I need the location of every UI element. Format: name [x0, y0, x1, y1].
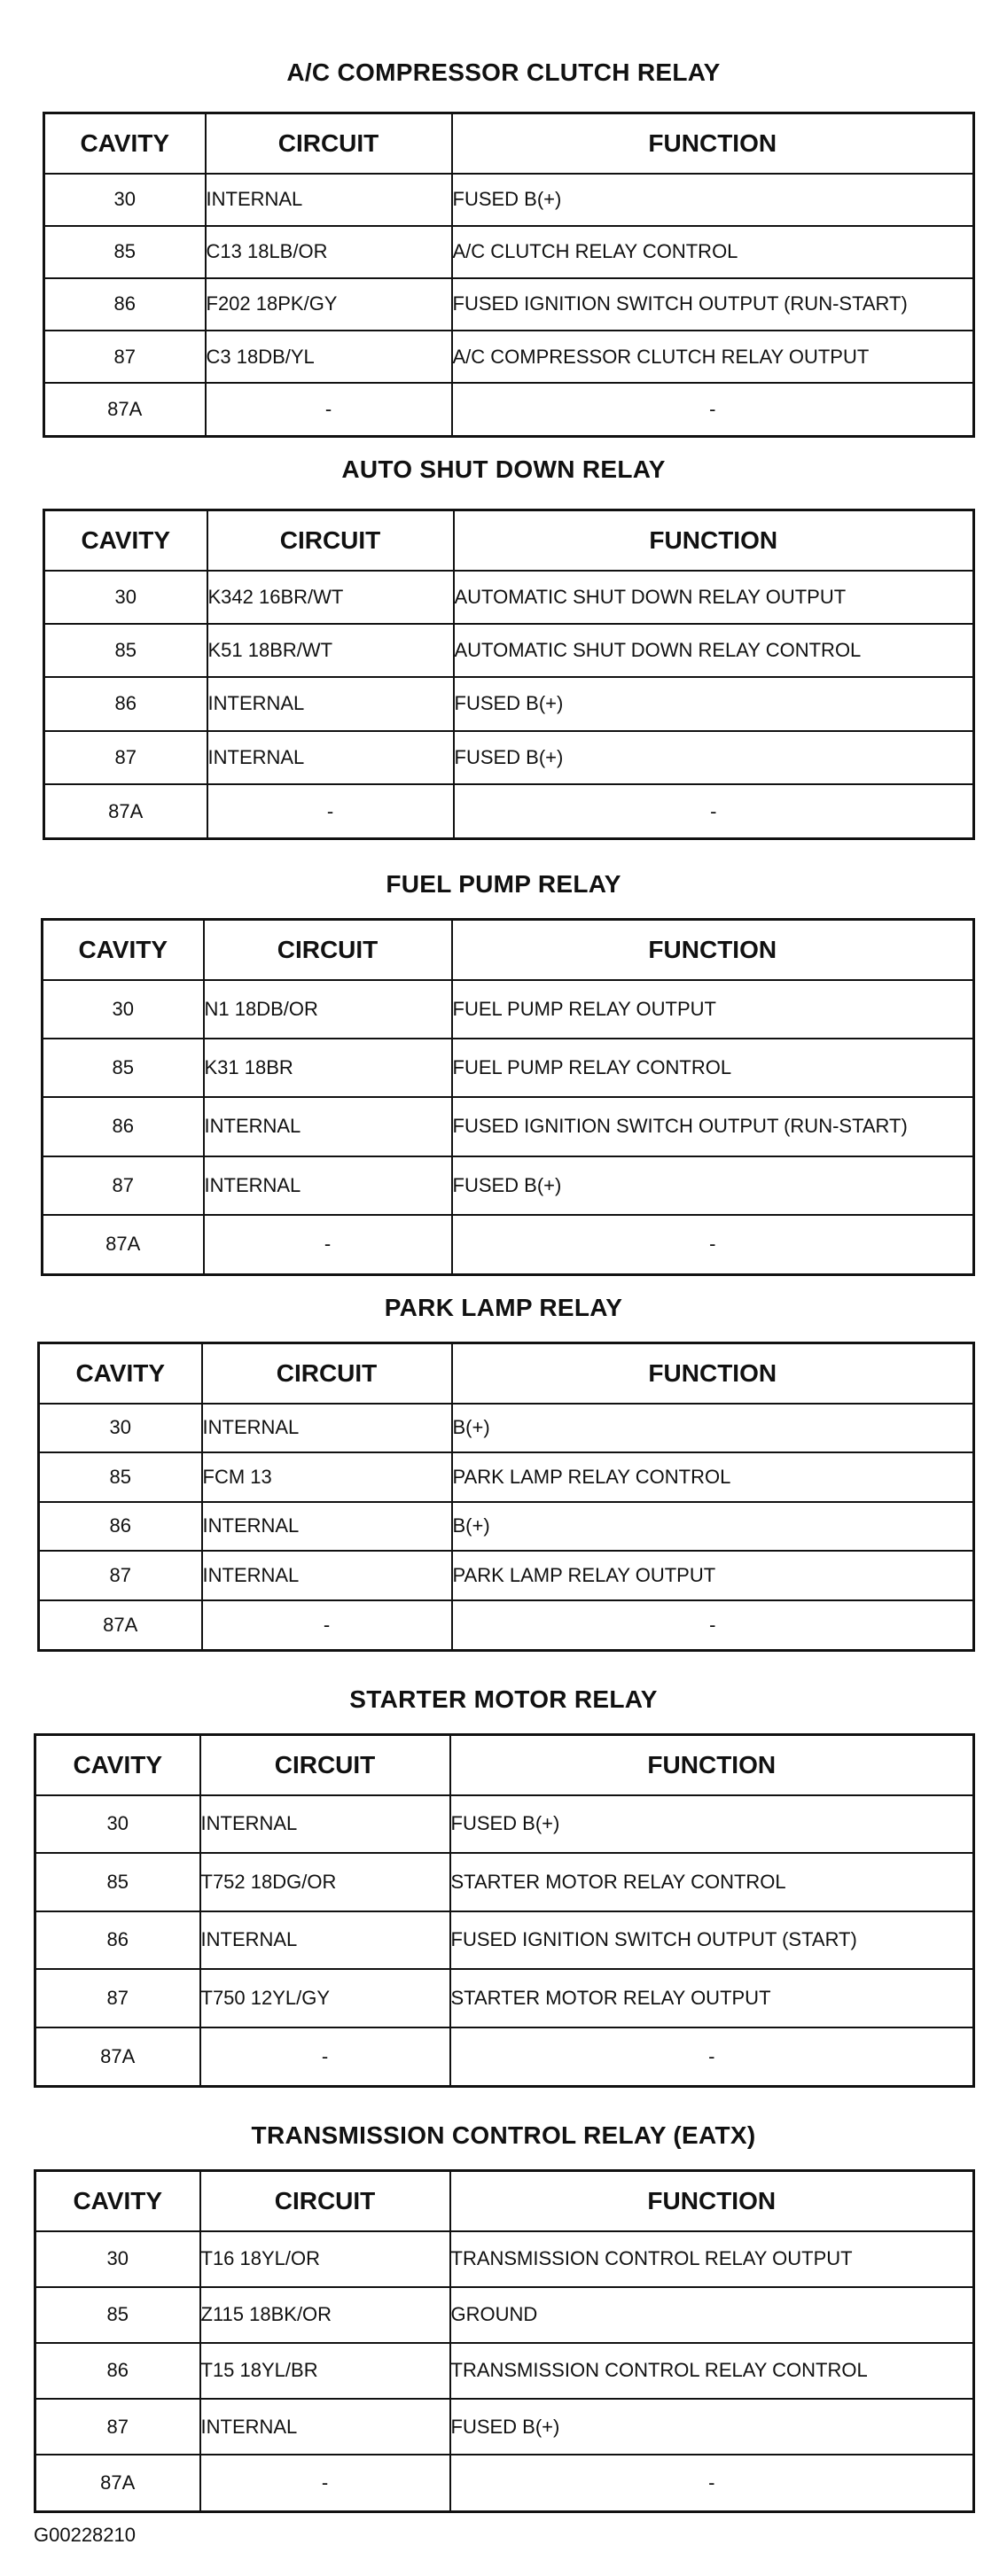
cavity-cell: 86 [44, 677, 207, 730]
table-row [43, 1156, 974, 1215]
cavity-cell: 86 [44, 278, 206, 331]
cavity-cell: 87A [35, 2027, 200, 2087]
function-cell: A/C CLUTCH RELAY CONTROL [452, 226, 974, 278]
cavity-cell: 30 [35, 2231, 200, 2287]
circuit-header: CIRCUIT [200, 2171, 450, 2231]
section-title: TRANSMISSION CONTROL RELAY (EATX) [251, 2121, 756, 2149]
function-cell: - [452, 1600, 974, 1651]
cavity-cell: 87 [43, 1156, 204, 1215]
table-row [44, 571, 974, 624]
function-header: FUNCTION [452, 113, 974, 174]
cavity-cell: 30 [39, 1404, 202, 1453]
function-cell: PARK LAMP RELAY CONTROL [452, 1452, 974, 1502]
function-cell: - [450, 2455, 974, 2511]
section-title: PARK LAMP RELAY [384, 1294, 623, 1321]
table-row [44, 784, 974, 839]
function-cell: A/C COMPRESSOR CLUTCH RELAY OUTPUT [452, 331, 974, 383]
circuit-cell: INTERNAL [207, 677, 454, 730]
function-cell: FUEL PUMP RELAY OUTPUT [452, 980, 974, 1039]
circuit-cell: - [200, 2027, 450, 2087]
table-row [35, 1911, 974, 1970]
cavity-cell: 30 [44, 174, 206, 226]
function-cell: FUSED B(+) [454, 677, 974, 730]
circuit-cell: K342 16BR/WT [207, 571, 454, 624]
section-title: FUEL PUMP RELAY [386, 870, 621, 898]
cavity-cell: 87A [39, 1600, 202, 1651]
table-row [44, 383, 974, 436]
cavity-cell: 87 [44, 731, 207, 784]
cavity-header: CAVITY [43, 920, 204, 980]
cavity-cell: 30 [35, 1795, 200, 1854]
circuit-header: CIRCUIT [207, 510, 454, 571]
function-cell: TRANSMISSION CONTROL RELAY OUTPUT [450, 2231, 974, 2287]
cavity-cell: 86 [39, 1502, 202, 1552]
circuit-header: CIRCUIT [206, 113, 452, 174]
circuit-cell: F202 18PK/GY [206, 278, 452, 331]
table-row [44, 331, 974, 383]
function-header: FUNCTION [452, 920, 974, 980]
relay-table [34, 2169, 975, 2513]
function-header: FUNCTION [454, 510, 974, 571]
table-row [39, 1551, 974, 1600]
cavity-cell: 87 [44, 331, 206, 383]
circuit-cell: - [200, 2455, 450, 2511]
function-cell: TRANSMISSION CONTROL RELAY CONTROL [450, 2343, 974, 2399]
section-title: AUTO SHUT DOWN RELAY [341, 455, 666, 483]
circuit-cell: INTERNAL [204, 1097, 452, 1156]
cavity-cell: 85 [44, 624, 207, 677]
circuit-header: CIRCUIT [202, 1343, 452, 1404]
cavity-header: CAVITY [35, 2171, 200, 2231]
circuit-cell: - [207, 784, 454, 839]
circuit-cell: N1 18DB/OR [204, 980, 452, 1039]
function-header: FUNCTION [450, 1735, 974, 1795]
relay-table [43, 112, 975, 438]
function-cell: - [452, 1215, 974, 1275]
cavity-cell: 87A [35, 2455, 200, 2511]
section-title: STARTER MOTOR RELAY [349, 1685, 658, 1713]
section-title: A/C COMPRESSOR CLUTCH RELAY [286, 58, 721, 86]
circuit-cell: INTERNAL [207, 731, 454, 784]
table-row [35, 1853, 974, 1911]
relay-table [37, 1342, 975, 1652]
table-row [35, 1795, 974, 1854]
cavity-header: CAVITY [35, 1735, 200, 1795]
table-header-row [39, 1343, 974, 1404]
circuit-header: CIRCUIT [200, 1735, 450, 1795]
relay-table [34, 1733, 975, 2088]
function-cell: - [452, 383, 974, 436]
function-cell: FUSED B(+) [452, 174, 974, 226]
circuit-cell: INTERNAL [202, 1404, 452, 1453]
circuit-cell: INTERNAL [200, 2399, 450, 2455]
cavity-cell: 87 [39, 1551, 202, 1600]
circuit-cell: T752 18DG/OR [200, 1853, 450, 1911]
table-row [35, 2343, 974, 2399]
cavity-header: CAVITY [44, 113, 206, 174]
table-row [43, 1039, 974, 1097]
table-row [39, 1404, 974, 1453]
cavity-cell: 86 [35, 1911, 200, 1970]
cavity-cell: 30 [44, 571, 207, 624]
function-header: FUNCTION [450, 2171, 974, 2231]
circuit-cell: FCM 13 [202, 1452, 452, 1502]
function-cell: PARK LAMP RELAY OUTPUT [452, 1551, 974, 1600]
table-header-row [44, 113, 974, 174]
figure-id: G00228210 [34, 2524, 136, 2546]
cavity-cell: 85 [39, 1452, 202, 1502]
table-row [44, 226, 974, 278]
circuit-cell: T15 18YL/BR [200, 2343, 450, 2399]
function-header: FUNCTION [452, 1343, 974, 1404]
table-row [39, 1452, 974, 1502]
function-cell: AUTOMATIC SHUT DOWN RELAY OUTPUT [454, 571, 974, 624]
circuit-cell: Z115 18BK/OR [200, 2287, 450, 2343]
circuit-cell: - [204, 1215, 452, 1275]
circuit-cell: K51 18BR/WT [207, 624, 454, 677]
circuit-cell: INTERNAL [204, 1156, 452, 1215]
table-header-row [35, 1735, 974, 1795]
function-cell: - [450, 2027, 974, 2087]
circuit-cell: C3 18DB/YL [206, 331, 452, 383]
cavity-cell: 86 [43, 1097, 204, 1156]
table-row [35, 2455, 974, 2511]
cavity-cell: 85 [43, 1039, 204, 1097]
circuit-cell: INTERNAL [200, 1911, 450, 1970]
cavity-cell: 85 [35, 1853, 200, 1911]
table-row [43, 980, 974, 1039]
function-cell: B(+) [452, 1404, 974, 1453]
cavity-cell: 86 [35, 2343, 200, 2399]
table-row [39, 1502, 974, 1552]
cavity-cell: 30 [43, 980, 204, 1039]
circuit-cell: C13 18LB/OR [206, 226, 452, 278]
function-cell: FUSED IGNITION SWITCH OUTPUT (RUN-START) [452, 1097, 974, 1156]
function-cell: FUSED B(+) [454, 731, 974, 784]
function-cell: - [454, 784, 974, 839]
cavity-header: CAVITY [44, 510, 207, 571]
table-row [43, 1215, 974, 1275]
function-cell: STARTER MOTOR RELAY CONTROL [450, 1853, 974, 1911]
circuit-cell: INTERNAL [200, 1795, 450, 1854]
circuit-cell: T16 18YL/OR [200, 2231, 450, 2287]
table-header-row [44, 510, 974, 571]
function-cell: STARTER MOTOR RELAY OUTPUT [450, 1969, 974, 2027]
cavity-cell: 87 [35, 1969, 200, 2027]
table-row [44, 624, 974, 677]
relay-table [41, 918, 975, 1276]
relay-table [43, 509, 975, 840]
circuit-cell: T750 12YL/GY [200, 1969, 450, 2027]
cavity-cell: 87A [44, 383, 206, 436]
function-cell: FUSED B(+) [452, 1156, 974, 1215]
table-row [44, 731, 974, 784]
table-row [44, 677, 974, 730]
table-header-row [35, 2171, 974, 2231]
table-row [35, 1969, 974, 2027]
circuit-cell: - [202, 1600, 452, 1651]
function-cell: AUTOMATIC SHUT DOWN RELAY CONTROL [454, 624, 974, 677]
table-row [35, 2287, 974, 2343]
circuit-cell: K31 18BR [204, 1039, 452, 1097]
table-row [39, 1600, 974, 1651]
cavity-cell: 87A [44, 784, 207, 839]
function-cell: FUSED IGNITION SWITCH OUTPUT (RUN-START) [452, 278, 974, 331]
table-row [44, 174, 974, 226]
function-cell: FUEL PUMP RELAY CONTROL [452, 1039, 974, 1097]
table-header-row [43, 920, 974, 980]
table-row [35, 2027, 974, 2087]
table-row [35, 2231, 974, 2287]
cavity-cell: 85 [35, 2287, 200, 2343]
circuit-cell: INTERNAL [202, 1551, 452, 1600]
cavity-cell: 87 [35, 2399, 200, 2455]
table-row [43, 1097, 974, 1156]
cavity-cell: 87A [43, 1215, 204, 1275]
function-cell: FUSED IGNITION SWITCH OUTPUT (START) [450, 1911, 974, 1970]
table-row [35, 2399, 974, 2455]
function-cell: B(+) [452, 1502, 974, 1552]
circuit-cell: - [206, 383, 452, 436]
cavity-header: CAVITY [39, 1343, 202, 1404]
cavity-cell: 85 [44, 226, 206, 278]
table-row [44, 278, 974, 331]
circuit-header: CIRCUIT [204, 920, 452, 980]
function-cell: GROUND [450, 2287, 974, 2343]
function-cell: FUSED B(+) [450, 1795, 974, 1854]
function-cell: FUSED B(+) [450, 2399, 974, 2455]
circuit-cell: INTERNAL [206, 174, 452, 226]
circuit-cell: INTERNAL [202, 1502, 452, 1552]
